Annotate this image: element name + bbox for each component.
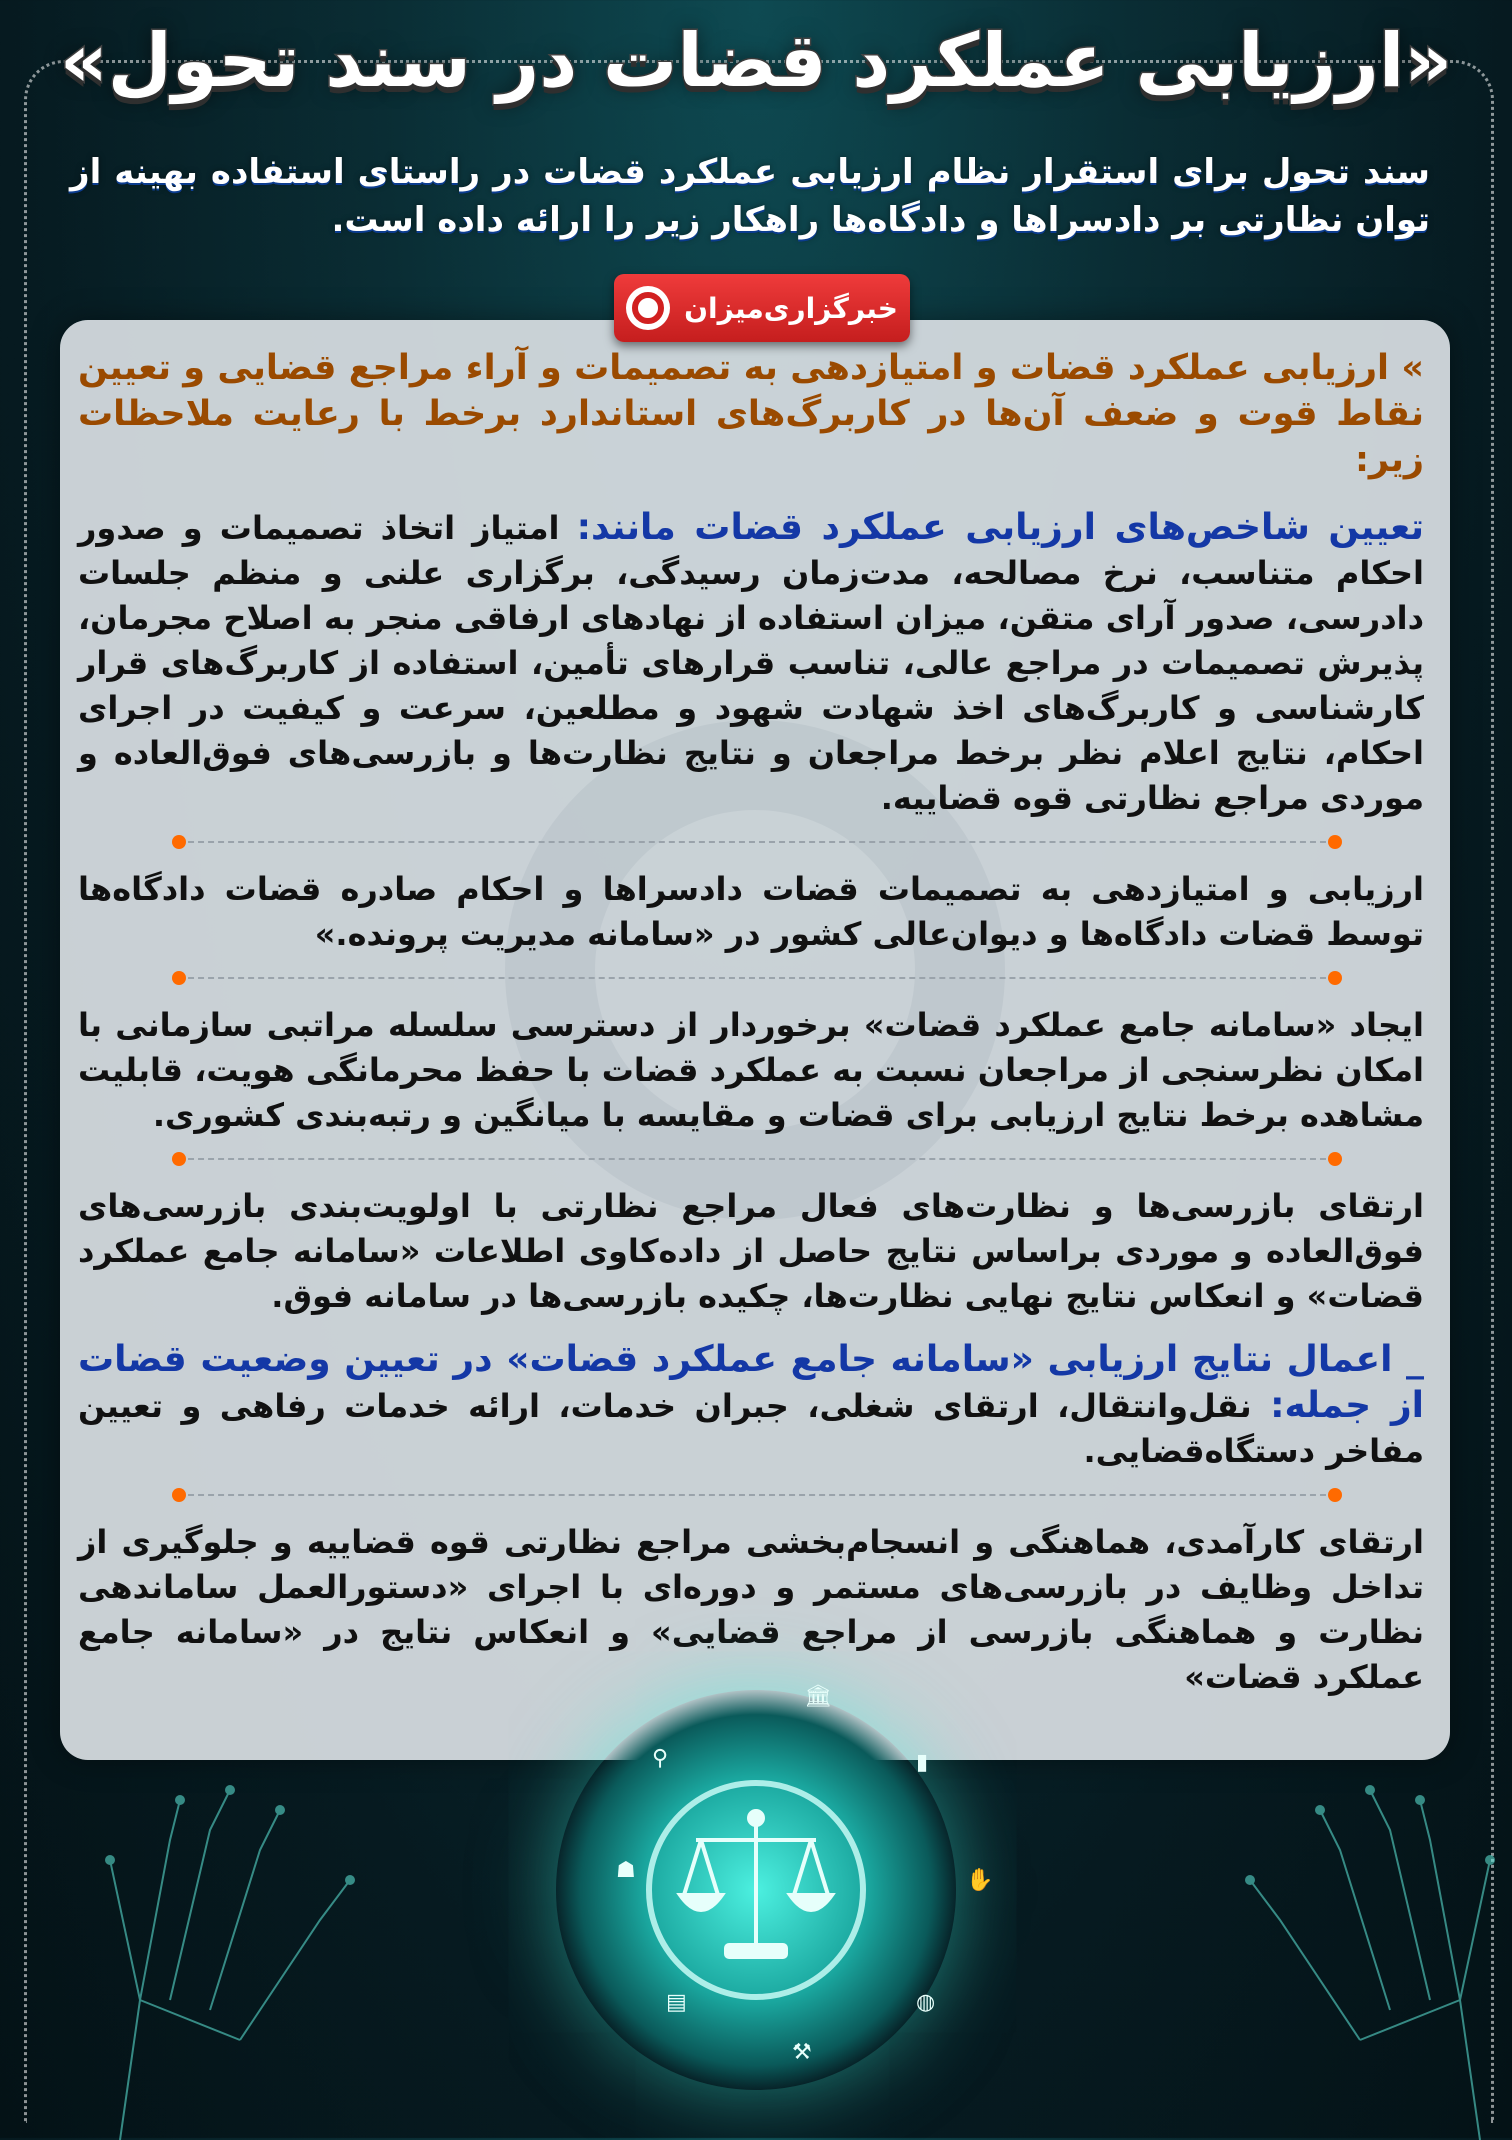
logo-label: خبرگزاری‌میزان — [684, 291, 898, 325]
item-1-text: امتیاز اتخاذ تصمیمات و صدور احکام متناسب، نرخ مصالحه، مدت‌زمان رسیدگی، برگزاری علنی و منظم جلسات دادرسی، صدور آرای متقن، میزان استفاده از نهادهای ارفاقی منجر به اصلاح مجرمان، پذیرش تصمیمات در مراجع عالی، تناسب قرارهای تأمین، استفاده از کاربرگ‌های قرار کارشناسی و کاربرگ‌های اخذ شهادت شهود و مطلعین، سرعت و کیفیت در اجرای احکام، نتایج اعلام نظر برخط مراجعان و نتایج نظارت‌ها و بازرسی‌های فوق‌العاده و موردی مراجع نظارتی قوه قضاییه. — [78, 509, 1424, 817]
mizan-news-logo — [614, 274, 910, 342]
item-4 — [78, 1184, 1424, 1319]
page-title: «ارزیابی عملکرد قضات در سند تحول» — [59, 18, 1453, 104]
lead-paragraph: » ارزیابی عملکرد قضات و امتیازدهی به تصمیمات و آراء مراجع قضایی و تعیین نقاط قوت و ضعف آن‌ها در کاربرگ‌های استاندارد برخط با رعایت ملاحظات زیر: — [78, 348, 1424, 480]
globe-icon: ◍ — [916, 1990, 936, 2015]
item-6 — [78, 1520, 1424, 1700]
separator — [78, 965, 1424, 991]
item-2-text: ارزیابی و امتیازدهی به تصمیمات قضات دادسراها و احکام صادره قضات دادگاه‌ها توسط قضات دادگاه‌ها و دیوان‌عالی کشور در «سامانه مدیریت پرونده.» — [78, 870, 1424, 953]
item-1-heading: تعیین شاخص‌های ارزیابی عملکرد قضات مانند: — [576, 507, 1425, 548]
item-1 — [78, 505, 1424, 821]
item-3-text: ایجاد «سامانه جامع عملکرد قضات» برخوردار از دسترسی سلسله مراتبی سازمانی با امکان نظرسنجی از مراجعان نسبت به عملکرد قضات با حفظ محرمانگی هویت، قابلیت مشاهده برخط نتایج ارزیابی برای قضات و مقایسه با میانگین و رتبه‌بندی کشوری. — [78, 1006, 1424, 1134]
justice-emblem — [556, 1684, 994, 2090]
search-icon: ⚲ — [652, 1746, 669, 1771]
item-5 — [78, 1337, 1424, 1474]
book-icon: ▤ — [666, 1990, 687, 2015]
content-body — [78, 345, 1424, 1700]
mizan-logo-icon — [626, 286, 670, 330]
item-5-text: نقل‌وانتقال، ارتقای شغلی، جبران خدمات، ارائه خدمات رفاهی و تعیین مفاخر دستگاه‌قضایی. — [78, 1387, 1424, 1470]
item-3 — [78, 1003, 1424, 1138]
hand-icon: ✋ — [966, 1868, 994, 1893]
document-icon: ▮ — [916, 1750, 929, 1775]
item-2 — [78, 867, 1424, 957]
scales-of-justice-icon — [676, 1800, 836, 1970]
item-4-text: ارتقای بازرسی‌ها و نظارت‌های فعال مراجع نظارتی با اولویت‌بندی بازرسی‌های فوق‌العاده و موردی براساس نتایج حاصل از داده‌کاوی اطلاعات «سامانه جامع عملکرد قضات» و انعکاس نتایج نهایی نظارت‌ها، چکیده بازرسی‌ها در سامانه فوق. — [78, 1187, 1424, 1315]
item-6-text: ارتقای کارآمدی، هماهنگی و انسجام‌بخشی مراجع نظارتی قوه قضاییه و جلوگیری از تداخل وظایف در بازرسی‌های مستمر و دوره‌ای با اجرای «دستورالعمل ساماندهی نظارت و هماهنگی بازرسی از مراجع قضایی» و انعکاس نتایج در «سامانه جامع عملکرد قضات» — [78, 1523, 1424, 1696]
intro-text: سند تحول برای استقرار نظام ارزیابی عملکرد قضات در راستای استفاده بهینه از توان نظارتی بر دادسراها و دادگاه‌ها راهکار زیر را ارائه داده است. — [70, 152, 1430, 240]
people-icon: ☗ — [616, 1858, 636, 1883]
separator — [78, 829, 1424, 855]
separator — [78, 1482, 1424, 1508]
separator — [78, 1146, 1424, 1172]
digital-hand-left-icon — [80, 1740, 400, 2140]
item-5-heading: _ اعمال نتایج ارزیابی «سامانه جامع عملکرد قضات» در تعیین وضعیت قضات از جمله: — [78, 1339, 1425, 1426]
gavel-icon: ⚒ — [792, 2040, 812, 2065]
courthouse-icon: 🏛 — [804, 1684, 832, 1709]
digital-hand-right-icon — [1200, 1740, 1512, 2140]
